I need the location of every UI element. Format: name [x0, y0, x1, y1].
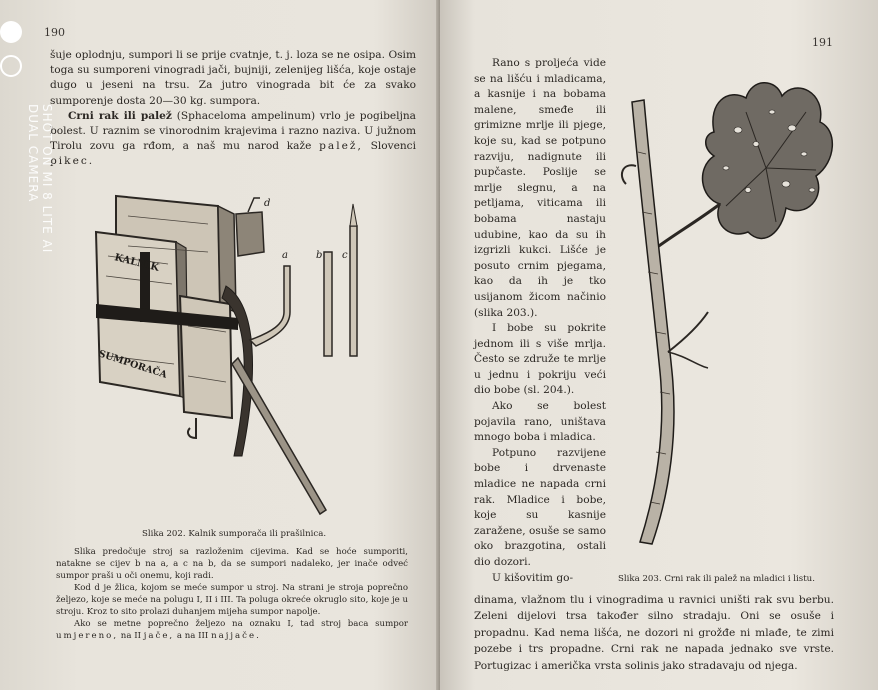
heading-crni-rak: Crni rak ili palež — [68, 109, 172, 122]
box-label-kalnik: KALNIK — [113, 252, 161, 274]
paragraph-berries: I bobe su pokrite jednom ili s više mrlja. Često se združe te mrlje u jednu i pokriju veći dio bobe (sl. 204.). — [474, 322, 606, 397]
figure-203-caption: Slika 203. Crni rak ili palež na mladici i listu. — [618, 574, 815, 584]
description-para-1: Slika predočuje stroj sa razloženim cijevima. Kad se hoće sumporiti, natakne se cijev b na a, a c na b, da se sumpori nadaleko, jer inače odveć sumpor praši u oči onemu, koji radi. — [56, 547, 408, 581]
right-page — [440, 0, 878, 690]
spaced-word: najjače. — [211, 631, 261, 641]
figure-202-description — [56, 546, 408, 642]
description-text: Ako se metne poprečno željezo na oznaku I, tad stroj baca sumpor — [74, 619, 408, 629]
spaced-word: jače, — [143, 631, 175, 641]
sulfur-duster-illustration — [88, 186, 378, 516]
paragraph-early-disease: Ako se bolest pojavila rano, uništava mnogo boba i mladica. — [474, 400, 606, 444]
paragraph-developed: Potpuno razvijene bobe i drvenaste mladice ne napada crni rak. Mladice i bobe, koje su kasnije zaražene, osuše se samo oko brazgotina, ostali dio dozori. — [474, 446, 606, 568]
paragraph-text: Slovenci — [362, 140, 417, 153]
paragraph-rainy-years: dinama, vlažnom tlu i vinogradima u ravnici uništi rak svu berbu. Zeleni dijelovi trsa također silno stradaju. Oni se osuše i propadnu. Kad nema lišća, ne dozori ni grožđe ni mlađe, te zimi pozebe i trs propadne. Crni rak ne napada jednako sve vrste. Portugizac i američka vrsta solinis jako stradavaju od njega. — [474, 594, 834, 672]
right-full-width-text — [474, 592, 834, 674]
black-rot-shoot-illustration — [616, 72, 836, 552]
paragraph-symptoms: Rano s proljeća vide se na lišću i mladicama, a kasnije i na bobama malene, smeđe ili grimizne mrlje ili pjege, koje su, kad se potpuno razviju, nadignute ili pupčaste. Poslije se mrlje slegnu, a na petljama, viticama ili bobama nastaju udubine, kao da su ih izgrizli kukci. Lišće je posuto crnim pjegama, kao da ih je tko usijanom žicom načinio (slika 203.). — [474, 57, 606, 319]
spaced-word: umjereno, — [56, 631, 119, 641]
description-text: na II — [118, 631, 144, 641]
watermark-text: SHOT ON MI 8 LITE AI DUAL CAMERA — [26, 104, 54, 254]
spaced-word: palež, — [319, 140, 363, 153]
page-number-right: 191 — [812, 36, 833, 49]
scoop-letter-d: d — [264, 198, 271, 209]
left-body-text — [50, 48, 416, 170]
pipe-letter-a: a — [282, 250, 288, 261]
paragraph-black-rot — [50, 109, 416, 170]
paragraph-sulfur: šuje oplodnju, sumpori li se prije cvatnje, t. j. loza se ne osipa. Osim toga su sumporeni vinogradi jači, bujniji, zelenijeg lišća, koje ostaje dugo u jeseni na trsu. Za jutro vinograda bit će za svako sumporenje dosta 20—30 kg. sumpora. — [50, 49, 416, 107]
pipe-letter-c: c — [342, 250, 348, 261]
camera-watermark — [0, 0, 54, 260]
pipe-letter-b: b — [316, 250, 323, 261]
paragraph-text: (Sphaceloma ampelinum) vrlo je pogibeljna bolest. U raznim se vinorodnim krajevima i razno naziva. U južnom Tirolu zovu ga rđom, a naš mu narod kaže — [50, 109, 416, 153]
page-number-left: 190 — [44, 26, 65, 39]
description-para-2: Kod d je žlica, kojom se meće sumpor u stroj. Na strani je stroja poprečno željezo, koje se meće na polugu I, II i III. Ta poluga okreće okruglo sito, koje je u stroju. Kroz to sito prolazi duhanjem mijeha sumpor napolje. — [56, 583, 408, 617]
description-text: a na III — [174, 631, 212, 641]
watermark-mi-icon — [0, 0, 34, 100]
description-para-3 — [56, 618, 408, 642]
figure-202-caption: Slika 202. Kalnik sumporača ili prašilnica. — [142, 529, 327, 539]
paragraph-rainy-start: U kišovitim go- — [492, 571, 574, 584]
strap-label-sumporaca: SUMPORAČA — [97, 348, 169, 381]
right-column-text — [474, 56, 606, 586]
spaced-word: pikec. — [50, 155, 95, 168]
